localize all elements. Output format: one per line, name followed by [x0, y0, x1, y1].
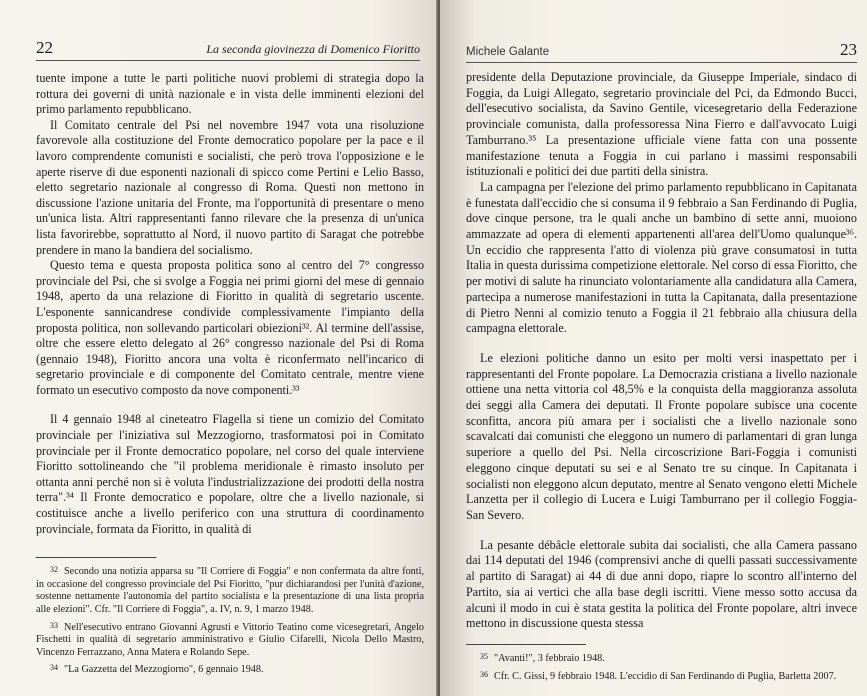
footnote-number: 36 — [480, 669, 488, 679]
right-page-header — [466, 0, 857, 63]
page-number: 23 — [840, 40, 857, 59]
footnote-text: Cfr. C. Gissi, 9 febbraio 1948. L'eccidio di San Ferdinando di Puglia, Barletta 2007. — [494, 670, 837, 682]
running-title: La seconda giovinezza di Domenico Fioritto — [206, 42, 420, 56]
footnote — [36, 620, 424, 660]
right-body-text — [466, 70, 857, 632]
left-body-text — [36, 71, 424, 537]
footnote — [36, 662, 424, 677]
footnote — [466, 669, 857, 684]
left-footnotes — [36, 564, 424, 677]
footnote-text: Nell'esecutivo entrano Giovanni Agrusti e Vittorio Teatino come vicesegretari, Angelo Fischetti in qualità di segretario amministrativo e Giulio Cifarelli, Nicola Dello Mastro, Vincenzo Ferrazzano, Anna Matera e Rolando Sepe. — [36, 621, 424, 658]
running-author: Michele Galante — [466, 46, 550, 58]
footnote-text: Secondo una notizia apparsa su "Il Corriere di Foggia" e non confermata da altre fonti, in occasione del congresso provinciale del Psi Fioritto, "pur dichiarandosi per l'unità d'azione, sostenne nettamente l'autonomia del partito socialista e la presentazione di una lista propria alle elezioni". Cfr. "Il Corriere di Foggia", a. IV, n. 9, 1 marzo 1948. — [36, 566, 424, 615]
footnote-rule — [466, 644, 586, 645]
paragraph: tuente impone a tutte le parti politiche nuovi problemi di strategia dopo la rottura dei governi di unità nazionale e in vista delle imminenti elezioni del primo parlamento repubblicano. — [36, 71, 424, 117]
footnote — [36, 564, 424, 616]
paragraph: Il Comitato centrale del Psi nel novembre 1947 vota una risoluzione favorevole alla costituzione del Fronte democratico popolare per la pace e il lavoro comprendente comunisti e socialisti, che però trova l'opposizione e le aperte riserve di due esponenti nazionali di spicco come Pertini e Lelio Basso, eletto segretario nazionale al congresso di Roma. Questi non mettono in discussione l'azione unitaria del Fronte, ma l'opportunità di presentare o meno un'unica lista. Altri rappresentanti fanno rilevare che la presenza di un'unica lista favorirebbe, soprattutto al Nord, il nuovo partito di Saragat che potrebbe prendere in mano la bandiera del socialismo. — [36, 117, 424, 257]
paragraph: La pesante débâcle elettorale subita dai socialisti, che alla Camera passano dai 114 deputati del 1946 (comprensivi anche di quelli passati successivamente al partito di Saragat) ai 44 di due anni dopo, riapre lo scontro all'interno del Partito, sia ai vertici che alla base degli iscritti. Viene messo sotto accusa da alcuni il modo in cui è stata gestita la politica del Fronte popolare, altri invece mettono in discussione questa stessa — [466, 537, 857, 631]
footnote — [466, 651, 857, 666]
right-page — [440, 0, 867, 696]
paragraph: Il 4 gennaio 1948 al cineteatro Flagella si tiene un comizio del Comitato provinciale per l'iniziativa sul Mezzogiorno, trasformatosi poi in Comitato provinciale per il Fronte democratico popolare, nel corso del quale interviene Fioritto sottolineando che "il problema meridionale è rimasto insoluto per ottanta anni perché non si è voluta l'industrializzazione dei prodotti della nostra terra".³⁴ Il Fronte democratico e popolare, oltre che a livello nazionale, si costituisce anche a livello periferico con una struttura di coordinamento provinciale, formata da Fioritto, in qualità di — [36, 412, 424, 536]
paragraph: La campagna per l'elezione del primo parlamento repubblicano in Capitanata è funestata dall'eccidio che si consuma il 9 febbraio a San Ferdinando di Puglia, dove cinque persone, tra le quali anche un bambino di sette anni, muoiono ammazzate ad opera di elementi appartenenti all'area dell'Uomo qualunque³⁶. Un eccidio che rappresenta l'atto di violenza più grave consumatosi in tutta Italia in questa durissima competizione elettorale. Nel corso di essa Fioritto, che per motivi di salute ha rinunciato volontariamente alla candidatura alla Camera, partecipa a numerose manifestazioni in tutta la Capitanata, dalla presentazione di Pietro Nenni al comizio tenuto a Foggia il 21 febbraio alla chiusura della campagna elettorale. — [466, 179, 857, 336]
footnote-text: "La Gazzetta del Mezzogiorno", 6 gennaio 1948. — [64, 664, 264, 676]
page-number: 22 — [36, 38, 53, 57]
footnote-number: 32 — [50, 565, 58, 575]
footnote-number: 35 — [480, 651, 488, 661]
footnote-number: 33 — [50, 620, 58, 630]
right-footnotes — [466, 651, 857, 683]
paragraph: Le elezioni politiche danno un esito per molti versi inaspettato per i rappresentanti del Fronte popolare. La Democrazia cristiana a livello nazionale ottiene una netta vittoria col 48,5% e la conquista della maggioranza assoluta dei seggi alla Camera dei deputati. Il Fronte popolare subisce una cocente sconfitta, ancora più amara per i socialisti che a livello nazionale sono scavalcati dai comunisti che eleggono un numero di parlamentari di gran lunga superiore a quello del Psi. Nella circoscrizione Bari-Foggia i comunisti eleggono cinque deputati su sei e al Senato tre su cinque. In Capitanata i socialisti non eleggono alcun deputato, mentre al Senato vengono eletti Michele Lanzetta per il collegio di Lucera e Luigi Tamburrano per il collegio Foggia-San Severo. — [466, 350, 857, 522]
footnote-number: 34 — [50, 663, 58, 673]
left-page-header — [36, 0, 420, 61]
paragraph: presidente della Deputazione provinciale, da Giuseppe Imperiale, sindaco di Foggia, da Luigi Allegato, segretario provinciale del Pci, da Edmondo Bucci, dell'esecutivo socialista, da Savino Gentile, vicesegretario della Federazione provinciale comunista, dalla professoressa Nina Fierro e dall'avvocato Luigi Tamburrano.³⁵ La presentazione ufficiale viene fatta con una possente manifestazione tenuta a Foggia in cui parlano i massimi responsabili istituzionali e politici dei due partiti della sinistra. — [466, 70, 857, 179]
paragraph: Questo tema e questa proposta politica sono al centro del 7° congresso provinciale del Psi, che si svolge a Foggia nei primi giorni del mese di gennaio 1948, aperto da una relazione di Fioritto in qualità di segretario uscente. L'esponente sannicandrese condivide complessivamente l'impianto della proposta politica, non sollevando particolari obiezioni³². Al termine dell'assise, oltre che essere eletto delegato al 26° congresso nazionale del Psi di Roma (gennaio 1948), Fioritto ancora una volta è riconfermato nell'incarico di segretario provinciale e di componente del Comitato centrale, mentre viene formato un esecutivo composto da nove componenti.³³ — [36, 258, 424, 397]
footnote-rule — [36, 557, 156, 558]
footnote-text: "Avanti!", 3 febbraio 1948. — [494, 652, 605, 664]
